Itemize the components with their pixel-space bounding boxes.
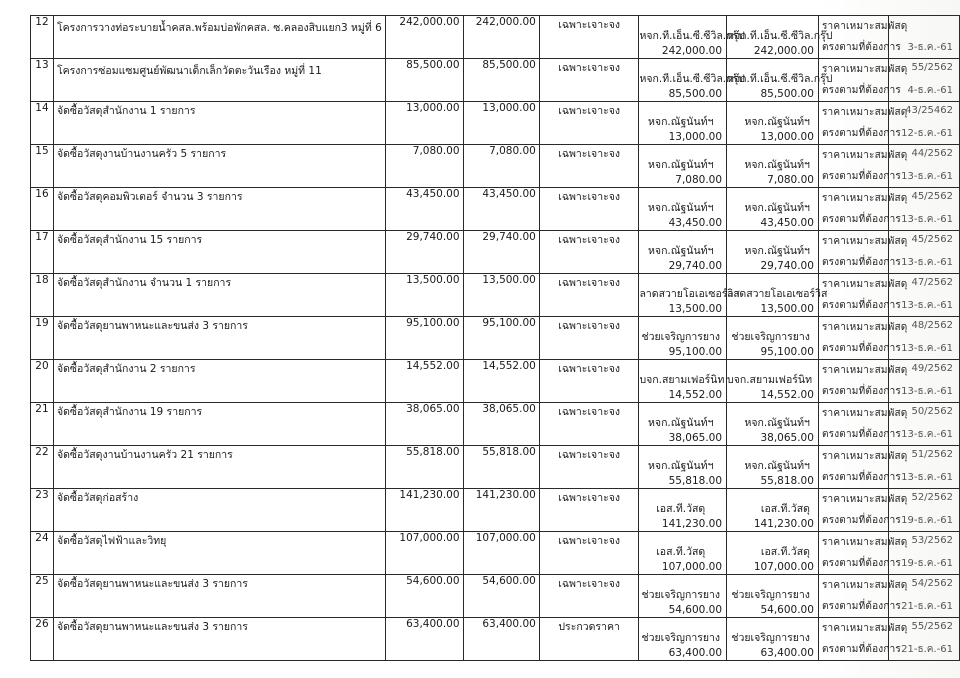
reason-line-2: ตรงตามที่ต้องการ <box>821 558 902 569</box>
contract-number: 53/2562 <box>911 535 953 546</box>
project-description: โครงการซ่อมแซมศูนย์พัฒนาเด็กเล็กวัดตะวันเรือง หมู่ที่ 11 <box>53 59 385 102</box>
contract-date: 13-ธ.ค.-61 <box>901 386 953 397</box>
procurement-method: เฉพาะเจาะจง <box>539 145 639 188</box>
bidder-cell <box>639 102 727 145</box>
median-price: 29,740.00 <box>463 231 539 274</box>
contract-number: 47/2562 <box>911 277 953 288</box>
selection-reason <box>818 446 908 489</box>
bidder-cell <box>639 489 727 532</box>
procurement-method: เฉพาะเจาะจง <box>539 317 639 360</box>
winning-price: 141,230.00 <box>753 518 814 530</box>
contract-date: 3-ธ.ค.-61 <box>907 42 953 53</box>
winner-cell <box>727 446 819 489</box>
selection-reason <box>818 403 908 446</box>
table-row <box>31 532 960 575</box>
winner-cell <box>727 274 828 317</box>
contract-date: 13-ธ.ค.-61 <box>901 429 953 440</box>
winner-cell <box>727 102 819 145</box>
bid-price: 55,818.00 <box>668 475 723 487</box>
reason-line-2: ตรงตามที่ต้องการ <box>821 386 902 397</box>
row-number: 23 <box>31 489 54 532</box>
procurement-method: เฉพาะเจาะจง <box>539 532 639 575</box>
table-row <box>31 403 960 446</box>
reason-line-1: ราคาเหมาะสมพัสดุ <box>821 322 908 333</box>
selection-reason <box>818 274 908 317</box>
reason-line-2: ตรงตามที่ต้องการ <box>821 601 902 612</box>
bidder-cell <box>639 446 727 489</box>
table-row <box>31 618 960 661</box>
contract-cell <box>889 59 960 102</box>
bidder-cell <box>639 188 727 231</box>
bidder-name: หจก.ที.เอ็น.ซี.ซีวิล.กรุ๊ป <box>639 73 745 85</box>
reason-line-1: ราคาเหมาะสมพัสดุ <box>821 64 908 75</box>
winner-cell <box>727 489 819 532</box>
contract-number: 43/25462 <box>905 105 953 116</box>
bidder-name: ลาดสวายโอเอเซอร์วิส <box>639 288 740 300</box>
reason-line-2: ตรงตามที่ต้องการ <box>821 644 902 655</box>
winner-cell <box>727 532 819 575</box>
contract-cell <box>889 446 960 489</box>
reason-line-2: ตรงตามที่ต้องการ <box>821 214 902 225</box>
contract-cell <box>889 575 960 618</box>
project-description: จัดซื้อวัสดุไฟฟ้าและวิทยุ <box>53 532 385 575</box>
bid-price: 29,740.00 <box>668 260 723 272</box>
budget-amount: 38,065.00 <box>385 403 463 446</box>
median-price: 13,000.00 <box>463 102 539 145</box>
procurement-method: เฉพาะเจาะจง <box>539 446 639 489</box>
bidder-name: หจก.ณัฐนันท์ฯ <box>648 116 714 128</box>
table-row <box>31 188 960 231</box>
contract-number: 51/2562 <box>911 449 953 460</box>
reason-line-1: ราคาเหมาะสมพัสดุ <box>821 107 908 118</box>
budget-amount: 7,080.00 <box>385 145 463 188</box>
budget-amount: 85,500.00 <box>385 59 463 102</box>
winning-price: 38,065.00 <box>760 432 814 444</box>
winner-cell <box>727 59 833 102</box>
contract-date: 13-ธ.ค.-61 <box>901 472 953 483</box>
median-price: 54,600.00 <box>463 575 539 618</box>
bidder-name: หจก.ณัฐนันท์ฯ <box>648 460 714 472</box>
median-price: 55,818.00 <box>463 446 539 489</box>
budget-amount: 43,450.00 <box>385 188 463 231</box>
median-price: 85,500.00 <box>463 59 539 102</box>
contract-number: 55/2562 <box>911 621 953 632</box>
winning-price: 43,450.00 <box>760 217 814 229</box>
project-description: จัดซื้อวัสดุสำนักงาน 15 รายการ <box>53 231 385 274</box>
budget-amount: 63,400.00 <box>385 618 463 661</box>
contract-number: 52/2562 <box>911 492 953 503</box>
median-price: 7,080.00 <box>463 145 539 188</box>
bid-price: 107,000.00 <box>661 561 723 573</box>
selection-reason <box>818 360 908 403</box>
reason-line-1: ราคาเหมาะสมพัสดุ <box>821 236 908 247</box>
bidder-cell <box>639 618 727 661</box>
contract-cell <box>889 102 960 145</box>
contract-cell <box>889 16 960 59</box>
bid-price: 141,230.00 <box>661 518 723 530</box>
bidder-cell <box>639 16 745 59</box>
procurement-method: เฉพาะเจาะจง <box>539 575 639 618</box>
contract-date: 13-ธ.ค.-61 <box>901 171 953 182</box>
winning-price: 85,500.00 <box>760 88 814 100</box>
winner-name: เอส.ที.วัสดุ <box>760 503 810 515</box>
budget-amount: 95,100.00 <box>385 317 463 360</box>
procurement-table <box>30 15 960 661</box>
budget-amount: 14,552.00 <box>385 360 463 403</box>
procurement-method: ประกวดราคา <box>539 618 639 661</box>
reason-line-2: ตรงตามที่ต้องการ <box>821 257 902 268</box>
reason-line-1: ราคาเหมาะสมพัสดุ <box>821 408 908 419</box>
winner-name: หจก.ณัฐนันท์ฯ <box>744 245 810 257</box>
bidder-name: หจก.ณัฐนันท์ฯ <box>648 202 714 214</box>
table-row <box>31 489 960 532</box>
reason-line-2: ตรงตามที่ต้องการ <box>821 429 902 440</box>
winning-price: 13,000.00 <box>760 131 814 143</box>
reason-line-1: ราคาเหมาะสมพัสดุ <box>821 21 908 32</box>
row-number: 12 <box>31 16 54 59</box>
bidder-name: หจก.ที.เอ็น.ซี.ซีวิล.กรุ๊ป <box>639 30 745 42</box>
procurement-method: เฉพาะเจาะจง <box>539 360 639 403</box>
table-row <box>31 16 960 59</box>
selection-reason <box>818 188 908 231</box>
project-description: จัดซื้อวัสดุสำนักงาน 1 รายการ <box>53 102 385 145</box>
reason-line-2: ตรงตามที่ต้องการ <box>821 85 902 96</box>
project-description: จัดซื้อวัสดุสำนักงาน 2 รายการ <box>53 360 385 403</box>
median-price: 242,000.00 <box>463 16 539 59</box>
procurement-method: เฉพาะเจาะจง <box>539 403 639 446</box>
project-description: จัดซื้อวัสดุก่อสร้าง <box>53 489 385 532</box>
row-number: 16 <box>31 188 54 231</box>
reason-line-2: ตรงตามที่ต้องการ <box>821 171 902 182</box>
bidder-name: ช่วยเจริญการยาง <box>641 331 721 343</box>
contract-cell <box>889 360 960 403</box>
median-price: 43,450.00 <box>463 188 539 231</box>
reason-line-2: ตรงตามที่ต้องการ <box>821 300 902 311</box>
winner-cell <box>727 317 819 360</box>
row-number: 21 <box>31 403 54 446</box>
reason-line-2: ตรงตามที่ต้องการ <box>821 343 902 354</box>
winning-price: 63,400.00 <box>760 647 814 659</box>
selection-reason <box>818 532 908 575</box>
contract-number: 48/2562 <box>911 320 953 331</box>
budget-amount: 29,740.00 <box>385 231 463 274</box>
project-description: จัดซื้อวัสดุยานพาหนะและขนส่ง 3 รายการ <box>53 317 385 360</box>
bidder-name: บจก.สยามเฟอร์นิท <box>639 374 725 386</box>
reason-line-1: ราคาเหมาะสมพัสดุ <box>821 193 908 204</box>
row-number: 20 <box>31 360 54 403</box>
selection-reason <box>818 317 908 360</box>
procurement-method: เฉพาะเจาะจง <box>539 16 639 59</box>
budget-amount: 242,000.00 <box>385 16 463 59</box>
bidder-cell <box>639 532 727 575</box>
selection-reason <box>818 231 908 274</box>
winner-name: เอส.ที.วัสดุ <box>760 546 810 558</box>
winner-name: ช่วยเจริญการยาง <box>731 331 810 343</box>
contract-number: 44/2562 <box>911 148 953 159</box>
reason-line-1: ราคาเหมาะสมพัสดุ <box>821 451 908 462</box>
contract-number: 54/2562 <box>911 578 953 589</box>
procurement-method: เฉพาะเจาะจง <box>539 102 639 145</box>
contract-number: 49/2562 <box>911 363 953 374</box>
median-price: 13,500.00 <box>463 274 539 317</box>
project-description: จัดซื้อวัสดุงานบ้านงานครัว 21 รายการ <box>53 446 385 489</box>
bidder-cell <box>639 145 727 188</box>
median-price: 107,000.00 <box>463 532 539 575</box>
reason-line-1: ราคาเหมาะสมพัสดุ <box>821 365 908 376</box>
contract-number: 45/2562 <box>911 191 953 202</box>
selection-reason <box>818 145 908 188</box>
procurement-method: เฉพาะเจาะจง <box>539 274 639 317</box>
bid-price: 13,500.00 <box>668 303 723 315</box>
bidder-name: ช่วยเจริญการยาง <box>641 589 721 601</box>
bid-price: 43,450.00 <box>668 217 723 229</box>
table-row <box>31 59 960 102</box>
selection-reason <box>818 489 908 532</box>
row-number: 17 <box>31 231 54 274</box>
table-row <box>31 317 960 360</box>
bidder-cell <box>639 575 727 618</box>
table-row <box>31 274 960 317</box>
project-description: จัดซื้อวัสดุยานพาหนะและขนส่ง 3 รายการ <box>53 618 385 661</box>
bidder-cell <box>639 360 727 403</box>
winner-name: หจก.ที.เอ็น.ซี.ซีวิล.กรุ๊ป <box>727 30 833 42</box>
winner-cell <box>727 231 819 274</box>
bid-price: 63,400.00 <box>668 647 723 659</box>
bidder-name: หจก.ณัฐนันท์ฯ <box>648 417 714 429</box>
bid-price: 38,065.00 <box>668 432 723 444</box>
budget-amount: 141,230.00 <box>385 489 463 532</box>
median-price: 38,065.00 <box>463 403 539 446</box>
reason-line-2: ตรงตามที่ต้องการ <box>821 128 902 139</box>
row-number: 13 <box>31 59 54 102</box>
median-price: 141,230.00 <box>463 489 539 532</box>
row-number: 24 <box>31 532 54 575</box>
bidder-name: เอส.ที.วัสดุ <box>656 546 706 558</box>
winning-price: 54,600.00 <box>760 604 814 616</box>
contract-date: 21-ธ.ค.-61 <box>901 644 953 655</box>
winning-price: 29,740.00 <box>760 260 814 272</box>
selection-reason <box>818 16 908 59</box>
row-number: 26 <box>31 618 54 661</box>
row-number: 14 <box>31 102 54 145</box>
table-row <box>31 360 960 403</box>
winner-cell <box>727 403 819 446</box>
winner-name: หจก.ณัฐนันท์ฯ <box>744 116 810 128</box>
budget-amount: 54,600.00 <box>385 575 463 618</box>
procurement-method: เฉพาะเจาะจง <box>539 59 639 102</box>
winner-name: ช่วยเจริญการยาง <box>731 632 810 644</box>
row-number: 25 <box>31 575 54 618</box>
contract-date: 13-ธ.ค.-61 <box>901 300 953 311</box>
bidder-name: หจก.ณัฐนันท์ฯ <box>648 245 714 257</box>
contract-cell <box>889 317 960 360</box>
contract-date: 19-ธ.ค.-61 <box>901 558 953 569</box>
contract-number: 50/2562 <box>911 406 953 417</box>
project-description: จัดซื้อวัสดุสำนักงาน จำนวน 1 รายการ <box>53 274 385 317</box>
winner-name: ลาดสวายโอเอเซอร์วิส <box>727 288 828 300</box>
selection-reason <box>818 59 908 102</box>
project-description: จัดซื้อวัสดุงานบ้านงานครัว 5 รายการ <box>53 145 385 188</box>
bidder-name: เอส.ที.วัสดุ <box>656 503 706 515</box>
procurement-method: เฉพาะเจาะจง <box>539 489 639 532</box>
reason-line-1: ราคาเหมาะสมพัสดุ <box>821 580 908 591</box>
contract-date: 13-ธ.ค.-61 <box>901 257 953 268</box>
median-price: 14,552.00 <box>463 360 539 403</box>
contract-date: 21-ธ.ค.-61 <box>901 601 953 612</box>
winning-price: 7,080.00 <box>767 174 814 186</box>
bid-price: 14,552.00 <box>668 389 723 401</box>
bid-price: 13,000.00 <box>668 131 723 143</box>
winning-price: 55,818.00 <box>760 475 814 487</box>
reason-line-1: ราคาเหมาะสมพัสดุ <box>821 623 908 634</box>
bid-price: 95,100.00 <box>668 346 723 358</box>
contract-date: 12-ธ.ค.-61 <box>901 128 953 139</box>
selection-reason <box>818 102 908 145</box>
reason-line-2: ตรงตามที่ต้องการ <box>821 515 902 526</box>
reason-line-1: ราคาเหมาะสมพัสดุ <box>821 150 908 161</box>
winner-name: บจก.สยามเฟอร์นิท <box>727 374 813 386</box>
table-row <box>31 145 960 188</box>
row-number: 22 <box>31 446 54 489</box>
project-description: โครงการวางท่อระบายน้ำคสล.พร้อมบ่อพักคสล. ซ.คลองสิบแยก3 หมู่ที่ 6 <box>53 16 385 59</box>
contract-cell <box>889 188 960 231</box>
contract-cell <box>889 618 960 661</box>
bidder-cell <box>639 317 727 360</box>
budget-amount: 13,000.00 <box>385 102 463 145</box>
winner-name: หจก.ที.เอ็น.ซี.ซีวิล.กรุ๊ป <box>727 73 833 85</box>
row-number: 18 <box>31 274 54 317</box>
row-number: 19 <box>31 317 54 360</box>
procurement-method: เฉพาะเจาะจง <box>539 188 639 231</box>
project-description: จัดซื้อวัสดุยานพาหนะและขนส่ง 3 รายการ <box>53 575 385 618</box>
contract-cell <box>889 532 960 575</box>
contract-cell <box>889 231 960 274</box>
table-row <box>31 446 960 489</box>
contract-date: 4-ธ.ค.-61 <box>907 85 953 96</box>
bidder-name: หจก.ณัฐนันท์ฯ <box>648 159 714 171</box>
median-price: 95,100.00 <box>463 317 539 360</box>
contract-cell <box>889 403 960 446</box>
project-description: จัดซื้อวัสดุสำนักงาน 19 รายการ <box>53 403 385 446</box>
reason-line-2: ตรงตามที่ต้องการ <box>821 472 902 483</box>
contract-date: 13-ธ.ค.-61 <box>901 343 953 354</box>
winner-name: หจก.ณัฐนันท์ฯ <box>744 159 810 171</box>
budget-amount: 107,000.00 <box>385 532 463 575</box>
winner-cell <box>727 360 819 403</box>
selection-reason <box>818 618 908 661</box>
contract-cell <box>889 489 960 532</box>
selection-reason <box>818 575 908 618</box>
winner-cell <box>727 575 819 618</box>
winning-price: 107,000.00 <box>753 561 814 573</box>
winner-name: ช่วยเจริญการยาง <box>731 589 810 601</box>
bidder-cell <box>639 274 740 317</box>
budget-amount: 55,818.00 <box>385 446 463 489</box>
bidder-name: ช่วยเจริญการยาง <box>641 632 721 644</box>
winner-name: หจก.ณัฐนันท์ฯ <box>744 417 810 429</box>
bidder-cell <box>639 59 745 102</box>
project-description: จัดซื้อวัสดุคอมพิวเตอร์ จำนวน 3 รายการ <box>53 188 385 231</box>
winner-cell <box>727 16 833 59</box>
bid-price: 242,000.00 <box>661 45 723 57</box>
reason-line-2: ตรงตามที่ต้องการ <box>821 42 902 53</box>
winner-cell <box>727 145 819 188</box>
winner-cell <box>727 188 819 231</box>
contract-date: 19-ธ.ค.-61 <box>901 515 953 526</box>
winning-price: 242,000.00 <box>753 45 814 57</box>
table-row <box>31 575 960 618</box>
contract-number: 45/2562 <box>911 234 953 245</box>
contract-cell <box>889 274 960 317</box>
bid-price: 7,080.00 <box>675 174 723 186</box>
winning-price: 13,500.00 <box>760 303 814 315</box>
bidder-cell <box>639 231 727 274</box>
winner-name: หจก.ณัฐนันท์ฯ <box>744 202 810 214</box>
reason-line-1: ราคาเหมาะสมพัสดุ <box>821 494 908 505</box>
bid-price: 54,600.00 <box>668 604 723 616</box>
contract-date: 13-ธ.ค.-61 <box>901 214 953 225</box>
budget-amount: 13,500.00 <box>385 274 463 317</box>
row-number: 15 <box>31 145 54 188</box>
table-row <box>31 102 960 145</box>
procurement-method: เฉพาะเจาะจง <box>539 231 639 274</box>
table-row <box>31 231 960 274</box>
bidder-cell <box>639 403 727 446</box>
procurement-rows <box>31 16 960 661</box>
bid-price: 85,500.00 <box>668 88 723 100</box>
contract-number: 55/2562 <box>911 62 953 73</box>
winning-price: 14,552.00 <box>760 389 814 401</box>
winning-price: 95,100.00 <box>760 346 814 358</box>
reason-line-1: ราคาเหมาะสมพัสดุ <box>821 279 908 290</box>
reason-line-1: ราคาเหมาะสมพัสดุ <box>821 537 908 548</box>
contract-cell <box>889 145 960 188</box>
median-price: 63,400.00 <box>463 618 539 661</box>
winner-cell <box>727 618 819 661</box>
winner-name: หจก.ณัฐนันท์ฯ <box>744 460 810 472</box>
